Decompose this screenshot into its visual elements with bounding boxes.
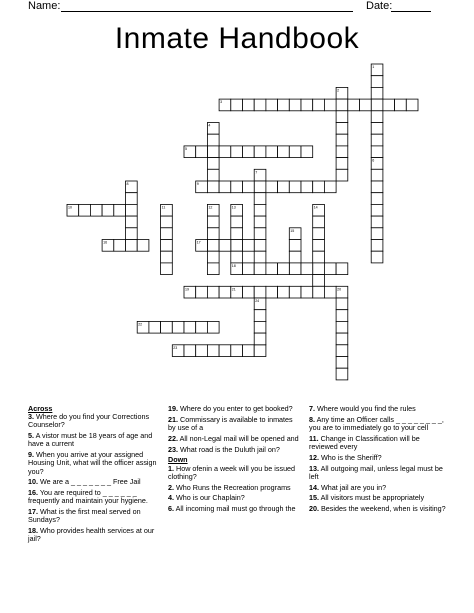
grid-cell xyxy=(313,275,325,287)
grid-cell xyxy=(137,240,149,252)
clue-down-6: 6. All incoming mail must go through the xyxy=(168,504,296,514)
grid-cell xyxy=(289,146,301,158)
grid-cell xyxy=(324,263,336,275)
clue-across-19: 19. Where do you enter to get booked? xyxy=(168,404,293,413)
grid-cell xyxy=(126,204,138,216)
grid-cell xyxy=(196,345,208,357)
clues-column-1 xyxy=(28,405,162,546)
grid-cell xyxy=(254,204,266,216)
grid-cell xyxy=(254,263,266,275)
grid-cell xyxy=(196,321,208,333)
grid-cell xyxy=(126,240,138,252)
grid-cell xyxy=(161,251,173,263)
cell-number: 19 xyxy=(185,287,189,292)
grid-cell xyxy=(114,240,126,252)
clue-down-12: 12. Who is the Sheriff? xyxy=(309,452,382,462)
grid-cell xyxy=(126,228,138,240)
grid-cell xyxy=(336,158,348,170)
grid-cell xyxy=(266,146,278,158)
cell-number: 7 xyxy=(255,170,258,175)
grid-cell xyxy=(278,263,290,275)
grid-cell xyxy=(184,321,196,333)
grid-cell xyxy=(336,310,348,322)
cell-number: 18 xyxy=(231,263,236,268)
grid-cell xyxy=(371,87,383,99)
grid-cell xyxy=(266,286,278,298)
grid-cell xyxy=(336,368,348,380)
clue-down-1: 1. How ofenin a week will you be issued clothing? xyxy=(168,463,296,481)
grid-cell xyxy=(313,228,325,240)
grid-cell xyxy=(278,286,290,298)
grid-cell xyxy=(207,321,219,333)
grid-cell xyxy=(254,99,266,111)
grid-cell xyxy=(371,216,383,228)
grid-cell xyxy=(207,251,219,263)
grid-cell xyxy=(243,181,255,193)
clue-down-4: 4. Who is our Chaplain? xyxy=(168,493,245,503)
cell-number: 15 xyxy=(290,228,295,233)
clue-down-8: 8. Any time an Officer calls _ _ _ _ _ _ _ _, you are to immediately go to your cell xyxy=(309,414,444,432)
grid-cell xyxy=(371,134,383,146)
clue-down-7: 7. Where would you find the rules xyxy=(309,404,416,413)
grid-cell xyxy=(254,345,266,357)
clue-down-13: 13. All outgoing mail, unless legal must be left xyxy=(309,463,443,481)
grid-cell xyxy=(406,99,418,111)
grid-cell xyxy=(289,263,301,275)
grid-cell xyxy=(207,286,219,298)
grid-cell xyxy=(231,181,243,193)
cell-number: 3 xyxy=(220,100,223,105)
grid-cell xyxy=(336,345,348,357)
grid-cell xyxy=(371,169,383,181)
grid-cell xyxy=(196,286,208,298)
grid-cell xyxy=(207,158,219,170)
clue-across-9: 9. When you arrive at your assigned Housing Unit, what will the officer assign you? xyxy=(28,450,157,476)
clue-across-18: 18. Who provides health services at our jail? xyxy=(28,526,155,544)
clue-across-23: 23. What road is the Duluth jail on? xyxy=(168,444,280,454)
grid-cell xyxy=(207,345,219,357)
grid-cell xyxy=(149,321,161,333)
grid-cell xyxy=(243,345,255,357)
clue-across-16: 16. You are required to _ _ _ _ _ _ frequently and maintain your hygiene. xyxy=(28,488,148,506)
grid-cell xyxy=(231,146,243,158)
cell-number: 14 xyxy=(313,205,318,210)
grid-cell xyxy=(313,181,325,193)
grid-cell xyxy=(207,228,219,240)
grid-cell xyxy=(243,99,255,111)
page-title: Inmate Handbook xyxy=(114,22,360,55)
grid-cell xyxy=(90,204,102,216)
cell-number: 9 xyxy=(196,182,199,186)
clue-down-15: 15. All visitors must be appropriately xyxy=(309,493,425,503)
grid-cell xyxy=(161,240,173,252)
grid-cell xyxy=(336,298,348,310)
grid-cell xyxy=(254,251,266,263)
clue-down-11: 11. Change in Classification will be reviewed every xyxy=(309,433,420,451)
grid-cell xyxy=(254,146,266,158)
grid-cell xyxy=(219,345,231,357)
cell-number: 22 xyxy=(138,322,143,327)
grid-cell xyxy=(289,181,301,193)
grid-cell xyxy=(243,146,255,158)
grid-cell xyxy=(254,193,266,205)
clue-down-2: 2. Who Runs the Recreation programs xyxy=(168,482,291,492)
cell-number: 16 xyxy=(103,240,108,245)
grid-cell xyxy=(336,134,348,146)
grid-cell xyxy=(161,216,173,228)
grid-cell xyxy=(79,204,91,216)
cell-number: 21 xyxy=(231,287,236,292)
grid-cell xyxy=(207,134,219,146)
grid-cell xyxy=(254,333,266,345)
cell-number: 10 xyxy=(68,205,72,210)
grid-cell xyxy=(231,251,243,263)
grid-cell xyxy=(395,99,407,111)
cell-number: 5 xyxy=(185,146,187,151)
grid-cell xyxy=(371,76,383,88)
grid-cell xyxy=(313,99,325,111)
grid-cell xyxy=(383,99,395,111)
grid-cell xyxy=(278,99,290,111)
grid-cell xyxy=(348,99,360,111)
grid-cell xyxy=(371,99,383,111)
grid-cell xyxy=(371,181,383,193)
grid-cell xyxy=(207,169,219,181)
grid-cell xyxy=(102,204,114,216)
grid-cell xyxy=(266,263,278,275)
grid-cell xyxy=(336,263,348,275)
cell-number: 11 xyxy=(161,205,166,210)
grid-cell xyxy=(371,146,383,158)
grid-cell xyxy=(324,181,336,193)
grid-cell xyxy=(336,321,348,333)
clue-down-14: 14. What jail are you in? xyxy=(309,482,387,492)
grid-cell xyxy=(207,263,219,275)
cell-number: 13 xyxy=(231,205,236,210)
grid-cell xyxy=(278,146,290,158)
grid-cell xyxy=(243,286,255,298)
cell-number: 24 xyxy=(255,299,260,303)
grid-cell xyxy=(289,240,301,252)
grid-cell xyxy=(231,216,243,228)
grid-cell xyxy=(266,181,278,193)
grid-cell xyxy=(254,228,266,240)
grid-cell xyxy=(313,240,325,252)
grid-cell xyxy=(207,146,219,158)
grid-cell xyxy=(336,99,348,111)
grid-cell xyxy=(161,263,173,275)
grid-cell xyxy=(336,333,348,345)
grid-cell xyxy=(266,99,278,111)
grid-cell xyxy=(371,123,383,135)
grid-cell xyxy=(289,286,301,298)
cell-number: 8 xyxy=(126,182,129,186)
grid-cell xyxy=(254,181,266,193)
grid-cell xyxy=(371,240,383,252)
grid-cell xyxy=(301,181,313,193)
cell-number: 17 xyxy=(196,240,201,245)
grid-cell xyxy=(254,321,266,333)
clue-across-21: 21. Commissary is available to inmates by use of a xyxy=(168,414,293,432)
grid-cell xyxy=(243,240,255,252)
grid-cell xyxy=(219,181,231,193)
grid-cell xyxy=(254,310,266,322)
grid-cell xyxy=(161,228,173,240)
cell-number: 12 xyxy=(208,205,213,210)
grid-cell xyxy=(336,111,348,123)
name-label: Name: xyxy=(28,0,61,12)
clues-column-3 xyxy=(309,405,449,516)
grid-cell xyxy=(207,216,219,228)
cell-number: 1 xyxy=(372,65,375,69)
date-label: Date: xyxy=(366,0,393,12)
clue-across-17: 17. What is the first meal served on Sundays? xyxy=(28,507,141,525)
grid-cell xyxy=(313,263,325,275)
down-heading: Down xyxy=(168,455,188,465)
grid-cell xyxy=(313,216,325,228)
grid-cell xyxy=(231,345,243,357)
grid-cell xyxy=(231,228,243,240)
cell-number: 2 xyxy=(337,88,340,93)
grid-cell xyxy=(289,99,301,111)
grid-cell xyxy=(336,123,348,135)
grid-cell xyxy=(313,251,325,263)
grid-cell xyxy=(219,286,231,298)
grid-cell xyxy=(231,99,243,111)
grid-cell xyxy=(301,146,313,158)
clue-down-20: 20. Besides the weekend, when is visiting? xyxy=(309,504,446,514)
across-heading: Across xyxy=(28,404,53,413)
grid-cell xyxy=(161,321,173,333)
grid-cell xyxy=(371,111,383,123)
grid-cell xyxy=(324,286,336,298)
cell-number: 4 xyxy=(208,123,211,128)
cell-number: 23 xyxy=(173,345,178,350)
grid-cell xyxy=(184,345,196,357)
grid-cell xyxy=(231,240,243,252)
grid-cell xyxy=(219,146,231,158)
grid-cell xyxy=(207,240,219,252)
grid-cell xyxy=(371,251,383,263)
grid-cell xyxy=(114,204,126,216)
grid-cell xyxy=(371,204,383,216)
grid-cell xyxy=(219,240,231,252)
clue-across-5: 5. A vistor must be 18 years of age and have a current xyxy=(28,431,153,449)
clues-column-2 xyxy=(168,405,302,516)
grid-cell xyxy=(313,286,325,298)
grid-cell xyxy=(371,193,383,205)
grid-cell xyxy=(172,321,184,333)
grid-cell xyxy=(126,216,138,228)
grid-cell xyxy=(336,357,348,369)
grid-cell xyxy=(324,99,336,111)
grid-cell xyxy=(207,181,219,193)
grid-cell xyxy=(243,263,255,275)
grid-cell xyxy=(301,263,313,275)
clue-across-10: 10. We are a _ _ _ _ _ _ _ Free Jail xyxy=(28,477,141,487)
cell-number: 6 xyxy=(372,158,375,163)
grid-cell xyxy=(336,146,348,158)
clue-across-22: 22. All non-Legal mail will be opened and xyxy=(168,433,299,443)
grid-cell xyxy=(301,99,313,111)
grid-cell xyxy=(371,228,383,240)
grid-cell xyxy=(254,240,266,252)
grid-cell xyxy=(196,146,208,158)
cell-number: 20 xyxy=(337,287,342,292)
grid-cell xyxy=(254,286,266,298)
grid-cell xyxy=(360,99,372,111)
grid-cell xyxy=(278,181,290,193)
grid-cell xyxy=(301,286,313,298)
grid-cell xyxy=(126,193,138,205)
clue-across-3: 3. Where do you find your Corrections Counselor? xyxy=(28,412,150,430)
grid-cell xyxy=(254,216,266,228)
grid-cell xyxy=(289,251,301,263)
grid-cell xyxy=(336,169,348,181)
